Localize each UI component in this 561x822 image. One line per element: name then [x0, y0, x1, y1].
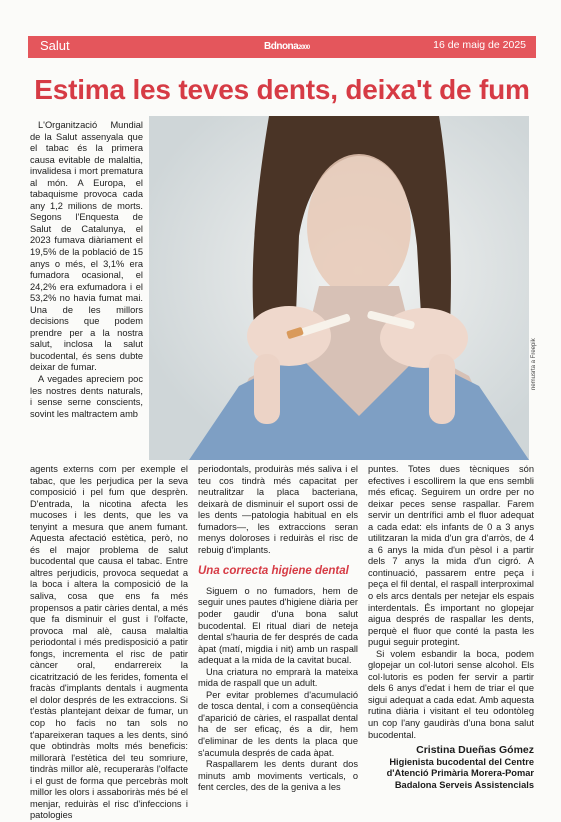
woman-breaking-cigarette-photo-icon	[149, 116, 529, 460]
article-headline: Estima les teves dents, deixa't de fum	[34, 74, 530, 105]
paragraph-mouthwash: Si volem esbandir la boca, podem glopejar un col·lutori sense alcohol. Els col·lutoris es poden fer servir a partir dels 6 anys d'edat i hem de triar el que sigui adequat a cada edat. Amb aquesta rutina diària i visitant el teu odontòleg un cop l'any gaudiràs d'una bona salut bucodental.	[368, 648, 534, 740]
paragraph-intro: L'Organització Mundial de la Salut assenyala que el tabac és la primera causa evitable de malaltia, invalidesa i mort prematura al món. A Europa, el tabaquisme provoca cada any 1,2 milions de morts. Segons l'Enquesta de Salut de Catalunya, el 2023 fumava diàriament el 19,5% de la població de 15 anys o més, el 3,1% era fumadora ocasional, el 24,2% era exfumadora i el 53,2% no havia fumat mai. Una de les millors decisions que podem prendre per a la nostra salut, inclosa la salut bucodental, és sens dubte deixar de fumar.	[30, 120, 143, 373]
author-role: Higienista bucodental del Centre	[389, 756, 534, 767]
paragraph-child-brush: Una criatura no emprarà la mateixa mida de raspall que un adult.	[198, 666, 358, 689]
section-label: Salut	[40, 38, 70, 53]
article-column-3	[368, 464, 534, 791]
article-column-1-top	[30, 120, 143, 420]
paragraph-teeth-b: agents externs com per exemple el tabac, que les perjudica per la seva composició i pel fum que desprèn. D'entrada, la nicotina afecta les mucoses i les dents, que les va tenyint a mesura que anem fumant. Aquesta afectació estètica, però, no és el major problema de salut bucodental que causa el tabac. Entre altres perjudicis, provoca sequedat a la boca i altera la composició de la saliva, cosa que ens fa més propensos a patir càries dental, a més que fa disminuir el gust i l'olfacte, provoca mal alè, causa malaltia periodontal i més predisposició a patir fongs, incrementa el risc de patir càncer oral, endarrereix la cicatrització de les ferides, fomenta el fracàs d'implants dentals i augmenta el dolor després de les extraccions. Si t'estàs plantejant deixar de fumar, un cop ho facis no tan sols no t'apareixeran taques a les dents, sinó que obtindràs molts més beneficis: millorarà l'estètica del teu somriure, tindràs millor alè, recuperaràs l'olfacte i el gust de forma que percebràs molt millor les olors i assaboriràs més bé el menjar, reduiràs el risc d'infeccions i patologies	[30, 464, 188, 821]
article-column-1-bottom	[30, 464, 188, 822]
paragraph-teeth-c: periodontals, produiràs més saliva i el teu cos tindrà més capacitat per neutralitzar la placa bacteriana, deixarà de disminuir el suport ossi de les dents —patologia habitual en els fumadors—, les extraccions seran menys doloroses i reduiràs el risc de rebuig d'implants.	[198, 464, 358, 555]
author-signature	[368, 745, 534, 791]
paragraph-teeth-a: A vegades apreciem poc les nostres dents naturals, i sense serne conscients, sovint les maltractem amb	[30, 374, 143, 419]
paragraph-tartar: Per evitar problemes d'acumulació de tosca dental, i com a conseqüència d'aparició de càries, el raspallat dental ha de ser eficaç, és a dir, hem d'eliminar de les dents la placa que s'acumula després de cada àpat.	[198, 689, 358, 758]
photo-credit: nemusrta a Freepik	[531, 338, 537, 390]
paragraph-brushing-b: puntes. Totes dues tècniques són efectives i escollirem la que ens sembli més eficaç. Seguirem un ordre per no deixar peces sense raspallar. Farem servir un dentrífici amb el fluor adequat a cada edat: els infants de 0 a 3 anys utilitzaran la mida d'un gra d'arròs, de 4 a 6 anys la mida d'un pèsol i a partir dels 7 anys la mida d'un cigró. A continuació, passarem entre peça i peça el fil dental, el raspall interproximal o els arcs dentals per netejar els espais interdentals. És important no glopejar aigua després de raspallar les dents, perquè el fluor que conté la pasta les pugui seguir protegint.	[368, 464, 534, 648]
logo-sub: 2000	[298, 45, 310, 51]
author-name: Cristina Dueñas Gómez	[416, 744, 534, 757]
section-header-bar	[28, 36, 536, 58]
paragraph-brushing-a: Raspallarem les dents durant dos minuts amb moviments verticals, o fent cercles, des de la geniva a les	[198, 759, 358, 793]
paragraph-hygiene: Siguem o no fumadors, hem de seguir unes pautes d'higiene diària per poder gaudir d'una bona salut bucodental. El ritual diari de neteja dental s'hauria de fer després de cada àpat (matí, migdia i nit) amb un raspall adequat a la mida de la cavitat bucal.	[198, 585, 358, 666]
author-org: Badalona Serveis Assistencials	[394, 779, 534, 790]
article-photo	[149, 116, 529, 460]
issue-date: 16 de maig de 2025	[433, 39, 526, 51]
logo-right: ona	[281, 41, 299, 52]
author-centre: d'Atenció Primària Morera-Pomar	[386, 768, 534, 779]
section-subheading: Una correcta higiene dental	[198, 565, 349, 578]
logo-left: Bdn	[264, 41, 282, 52]
article-column-2	[198, 464, 358, 794]
publication-logo	[264, 39, 310, 56]
